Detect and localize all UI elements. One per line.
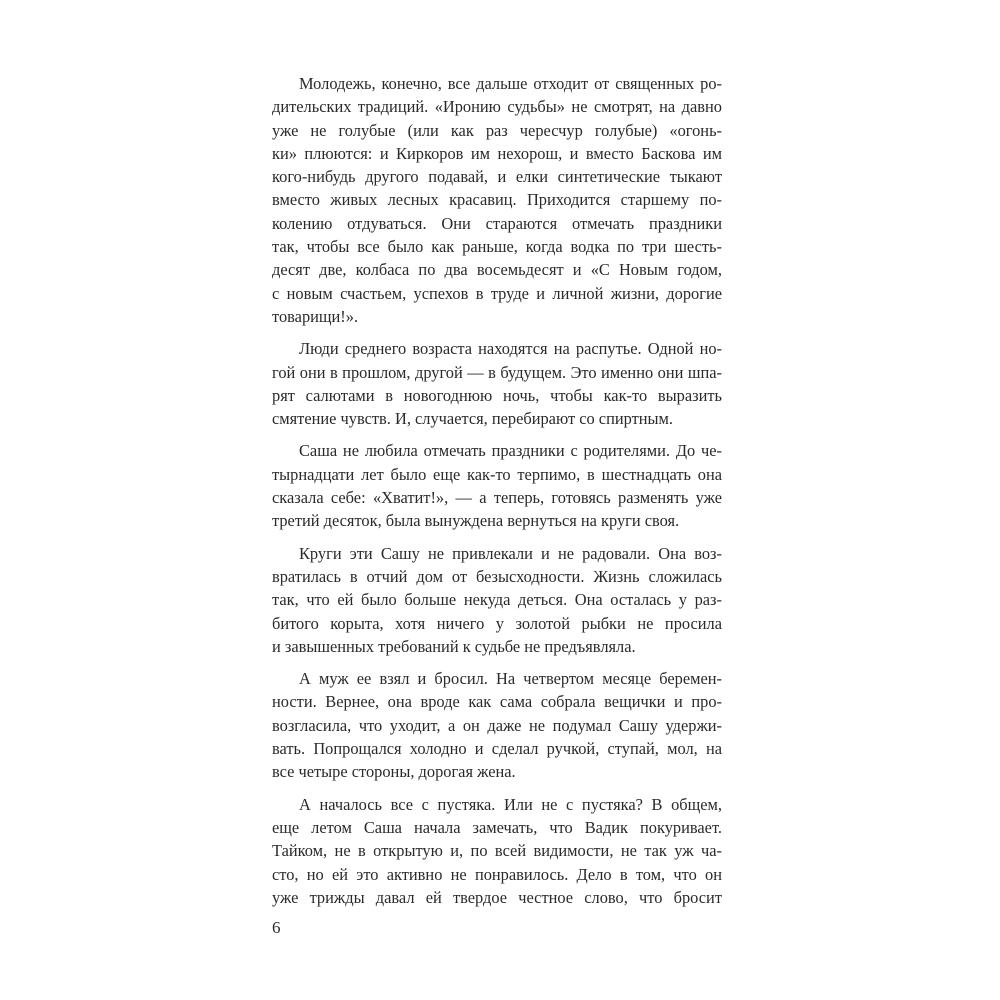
text-line: вместо живых лесных красавиц. Приходится старшему по- bbox=[272, 190, 722, 210]
text-line: Саша не любила отмечать праздники с родителями. До че- bbox=[299, 441, 722, 461]
body-text bbox=[272, 72, 722, 909]
text-line: Тайком, не в открытую и, по всей видимости, не так уж ча- bbox=[272, 841, 722, 861]
paragraph bbox=[272, 439, 722, 532]
text-line: Люди среднего возраста находятся на распутье. Одной но- bbox=[299, 339, 722, 359]
paragraph bbox=[272, 542, 722, 658]
text-line: Круги эти Сашу не привлекали и не радовали. Она воз- bbox=[299, 543, 722, 563]
text-line: сто, но ей это активно не понравилось. Дело в том, что он bbox=[272, 864, 722, 884]
text-line: еще летом Саша начала замечать, что Вадик покуривает. bbox=[272, 817, 722, 837]
text-line: А началось все с пустяка. Или не с пустяка? В общем, bbox=[299, 794, 722, 814]
text-line: рят салютами в новогоднюю ночь, чтобы как-то выразить bbox=[272, 385, 722, 405]
text-line: десят две, колбаса по два восемьдесят и «С Новым годом, bbox=[272, 260, 722, 280]
paragraph bbox=[272, 793, 722, 909]
text-line: сказала себе: «Хватит!», — а теперь, готовясь разменять уже bbox=[272, 488, 722, 508]
page-number: 6 bbox=[272, 918, 281, 937]
text-line: и завышенных требований к судьбе не предъявляла. bbox=[272, 636, 636, 656]
text-line: битого корыта, хотя ничего у золотой рыбки не просила bbox=[272, 613, 722, 633]
text-line: гой они в прошлом, другой — в будущем. Это именно они шпа- bbox=[272, 362, 722, 382]
text-line: тырнадцати лет было еще как-то терпимо, в шестнадцать она bbox=[272, 464, 722, 484]
text-line: вратилась в отчий дом от безысходности. Жизнь сложилась bbox=[272, 566, 722, 586]
text-line: третий десяток, была вынуждена вернуться на круги своя. bbox=[272, 511, 680, 531]
text-line: Молодежь, конечно, все дальше отходит от священных ро- bbox=[299, 74, 722, 93]
text-line: ки» плюются: и Киркоров им нехорош, и вместо Баскова им bbox=[272, 143, 722, 163]
text-line: А муж ее взял и бросил. На четвертом месяце беремен- bbox=[299, 669, 722, 689]
paragraph bbox=[272, 667, 722, 783]
text-line: дительских традиций. «Иронию судьбы» не смотрят, на давно bbox=[272, 97, 722, 117]
text-line: так, что ей было больше некуда деться. Она осталась у раз- bbox=[272, 590, 722, 610]
text-line: уже не голубые (или как раз чересчур голубые) «огонь- bbox=[272, 120, 722, 140]
text-line: так, чтобы все было как раньше, когда водка по три шесть- bbox=[272, 237, 722, 257]
text-line: все четыре стороны, дорогая жена. bbox=[272, 762, 516, 782]
text-line: колению отдуваться. Они стараются отмечать праздники bbox=[272, 213, 722, 233]
text-line: смятение чувств. И, случается, перебирают со спиртным. bbox=[272, 409, 674, 429]
paragraph bbox=[272, 72, 722, 328]
text-line: товарищи!». bbox=[272, 306, 359, 326]
text-line: ности. Вернее, она вроде как сама собрала вещички и про- bbox=[272, 692, 722, 712]
text-line: уже трижды давал ей твердое честное слово, что бросит bbox=[272, 887, 722, 907]
text-line: возгласила, что уходит, а он даже не подумал Сашу удержи- bbox=[272, 715, 722, 735]
text-line: с новым счастьем, успехов в труде и личной жизни, дорогие bbox=[272, 283, 722, 303]
text-line: вать. Попрощался холодно и сделал ручкой, ступай, мол, на bbox=[272, 739, 722, 759]
text-line: кого-нибудь другого подавай, и елки синтетические тыкают bbox=[272, 167, 722, 187]
paragraph bbox=[272, 337, 722, 430]
